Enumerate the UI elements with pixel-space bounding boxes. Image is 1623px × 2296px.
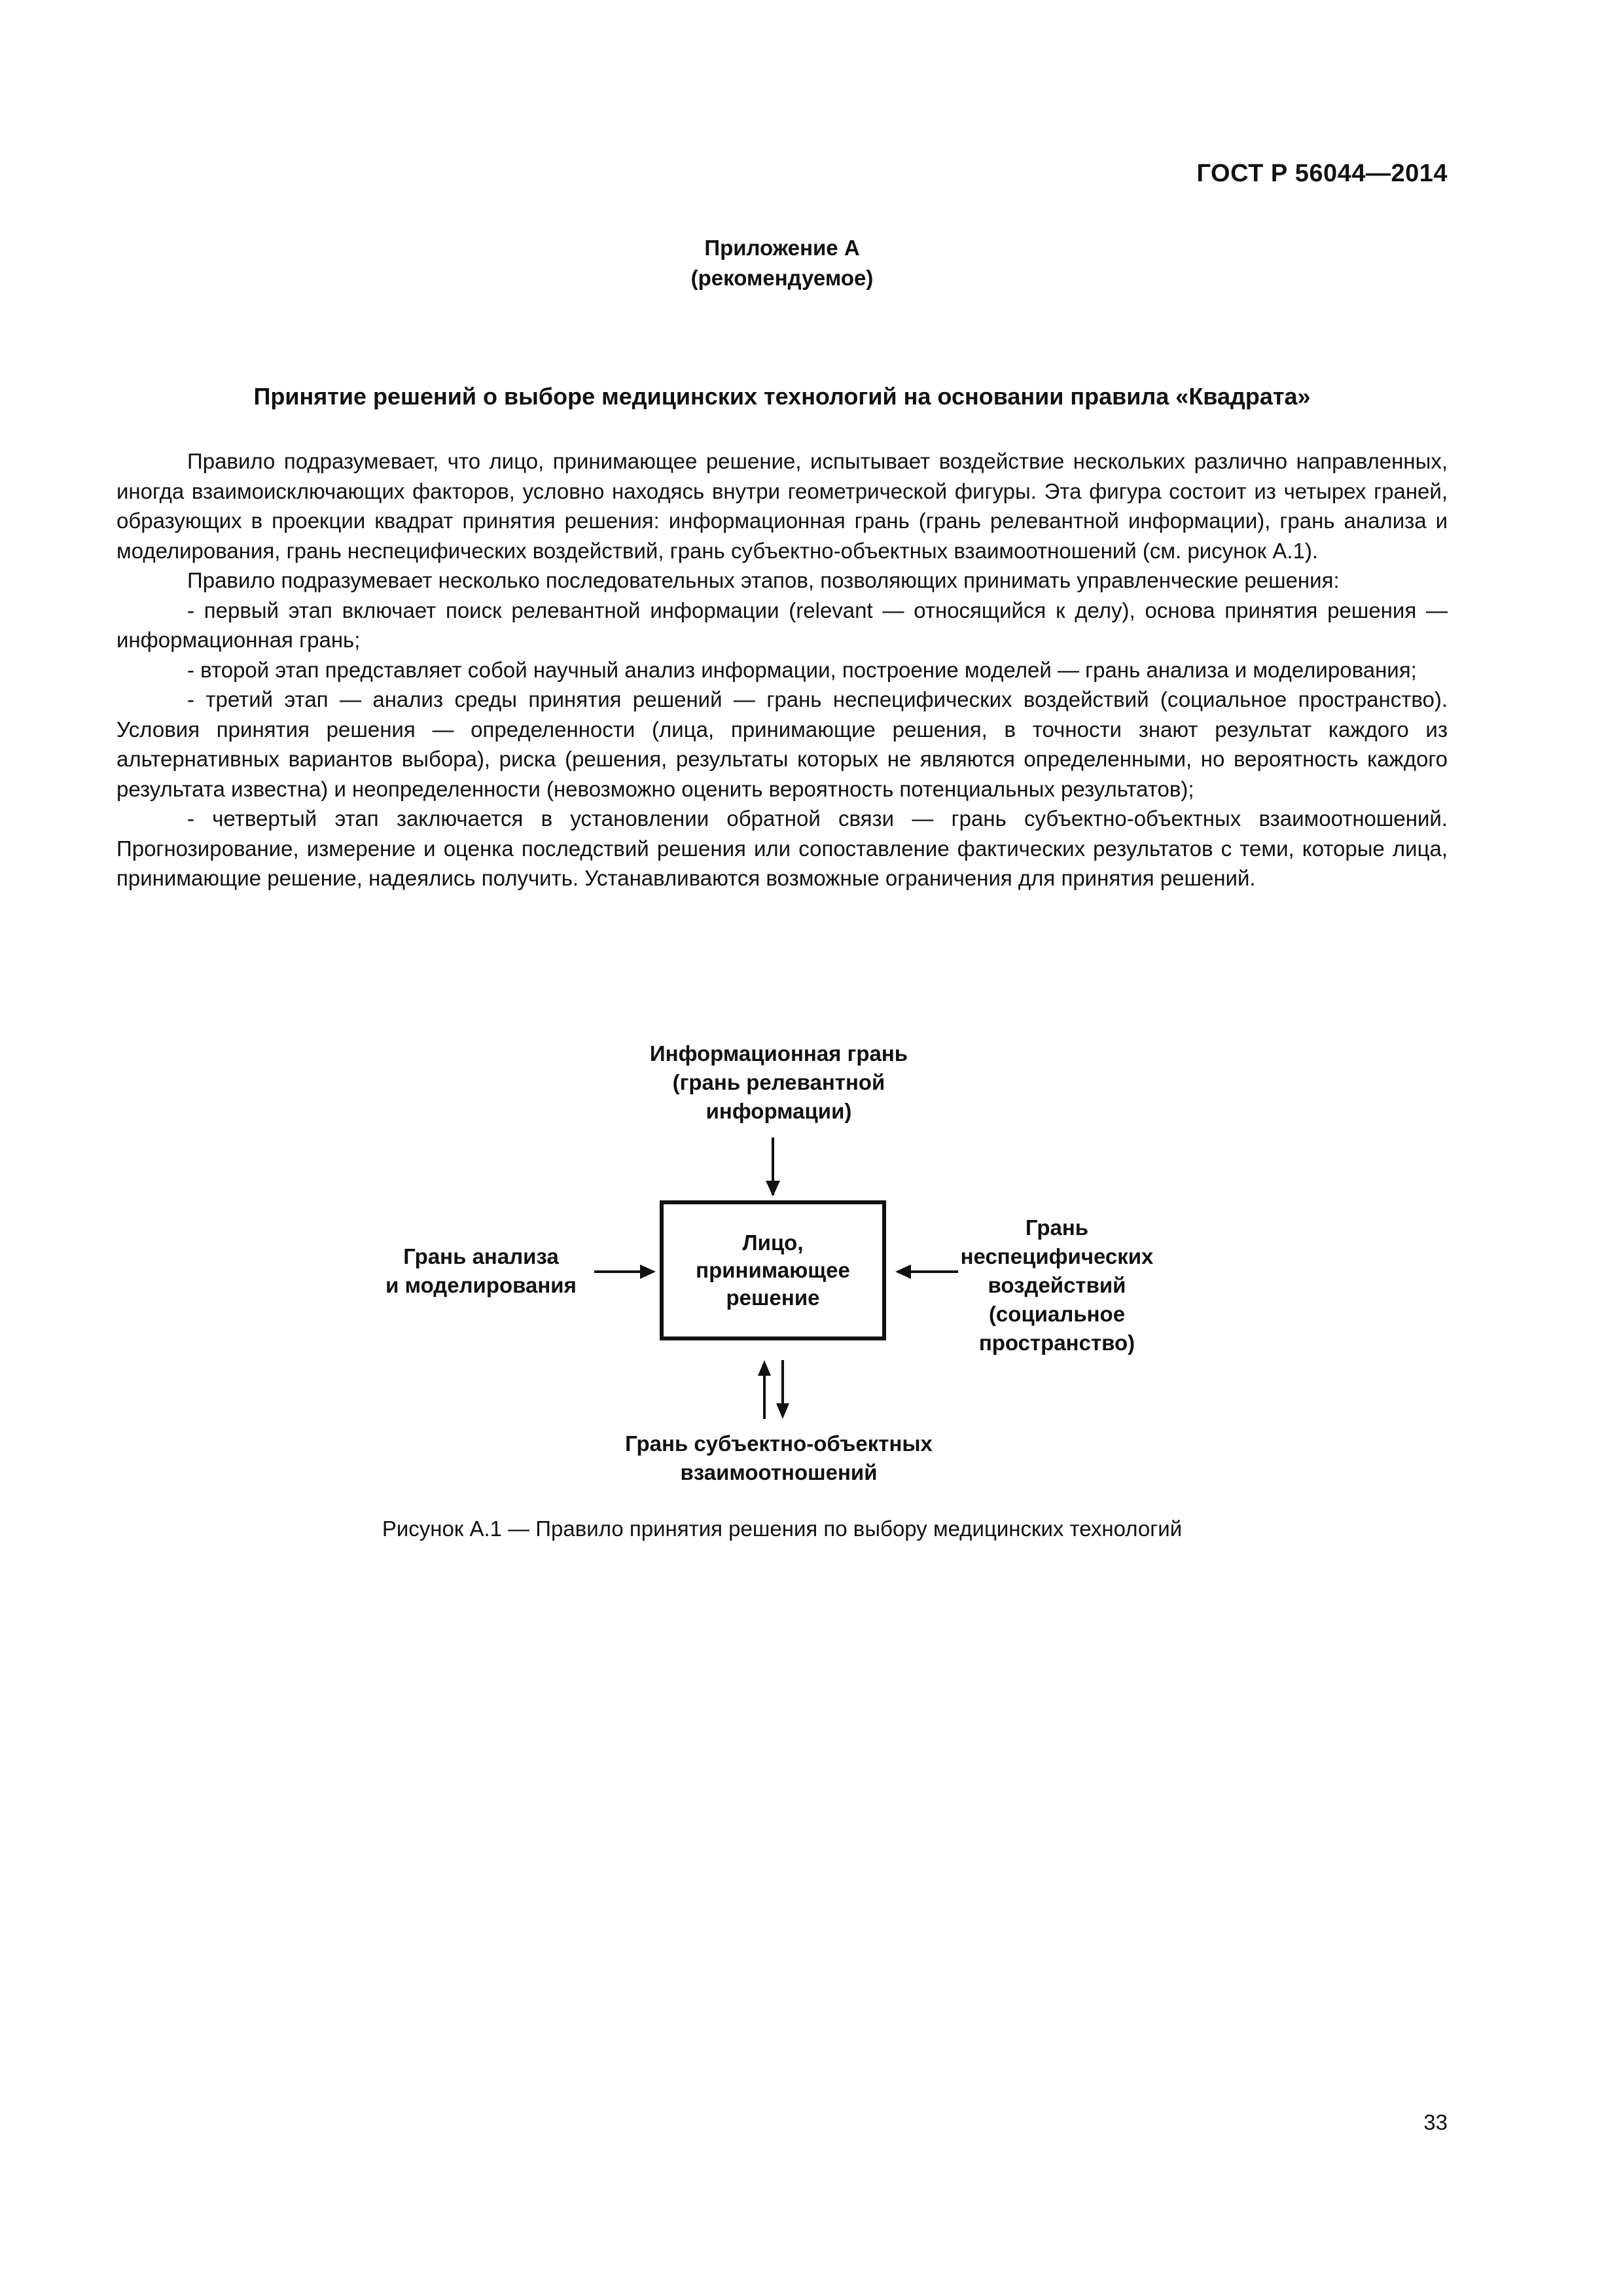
center-label-line: Лицо, (742, 1230, 804, 1255)
page-number: 33 (1423, 2110, 1448, 2134)
paragraph-intro: Правило подразумевает, что лицо, принимающее решение, испытывает воздействие нескольких различно направленных, иногда взаимоисключающих факторов, условно находясь внутри геометрической фигуры. Эта фигура состоит из четырех граней, образующих в проекции квадрат принятия решения: информационная грань (грань релевантной информации), грань анализа и моделирования, грань неспецифических воздействий, грань субъектно-объектных взаимоотношений (см. рисунок А.1). (116, 449, 1448, 563)
bottom-label-line: Грань субъектно-объектных (625, 1431, 933, 1456)
right-label-line: воздействий (988, 1273, 1126, 1297)
arrow-head-left-icon (895, 1265, 911, 1279)
left-label-line: Грань анализа (403, 1244, 559, 1268)
document-code: ГОСТ Р 56044—2014 (1196, 160, 1448, 187)
arrow-head-up-icon (758, 1360, 771, 1376)
diagram-arrows (0, 1039, 1623, 1498)
bottom-label-line: взаимоотношений (680, 1460, 878, 1484)
section-title: Принятие решений о выборе медицинских технологий на основании правила «Квадрата» (253, 383, 1311, 410)
top-label-line: Информационная грань (649, 1041, 908, 1066)
top-label-line: информации) (705, 1099, 852, 1123)
paragraph-stage-4: - четвертый этап заключается в установлении обратной связи — грань субъектно-объектных взаимоотношений. Прогнозирование, измерение и оценка последствий решения или сопоставление фактических результатов с теми, которые лица, принимающие решение, надеялись получить. Устанавливаются возможные ограничения для принятия решений. (116, 806, 1448, 890)
appendix-status: (рекомендуемое) (690, 266, 874, 290)
appendix-label: Приложение А (704, 236, 860, 260)
center-label-line: решение (726, 1285, 820, 1310)
arrow-head-right-icon (640, 1265, 656, 1279)
body-text (116, 446, 1448, 893)
paragraph-stage-1: - первый этап включает поиск релевантной информации (relevant — относящийся к делу), основа принятия решения — информационная грань; (116, 598, 1448, 652)
paragraph-stages: Правило подразумевает несколько последовательных этапов, позволяющих принимать управленческие решения: (187, 568, 1340, 592)
arrow-head-down-icon (766, 1181, 780, 1196)
paragraph-stage-3: - третий этап — анализ среды принятия решений — грань неспецифических воздействий (социальное пространство). Условия принятия решения — определенности (лица, принимающие решения, в точности знают результат каждого из альтернативных вариантов выбора), риска (решения, результаты которых не являются определенными, но вероятность каждого результата известна) и неопределенности (невозможно оценить вероятность потенциальных результатов); (116, 687, 1448, 801)
appendix-heading (0, 233, 1564, 293)
right-label-line: пространство) (978, 1331, 1135, 1355)
paragraph-stage-2: - второй этап представляет собой научный анализ информации, построение моделей — грань анализа и моделирования; (187, 657, 1417, 682)
right-label-line: Грань (1025, 1215, 1089, 1240)
top-label-line: (грань релевантной (672, 1070, 885, 1094)
right-label-line: (социальное (988, 1302, 1126, 1326)
arrow-head-down-feedback-icon (776, 1403, 789, 1419)
center-label-line: принимающее (696, 1258, 850, 1282)
figure-caption: Рисунок А.1 — Правило принятия решения по выбору медицинских технологий (382, 1516, 1183, 1541)
decision-square-diagram (0, 1039, 1623, 1498)
right-label-line: неспецифических (960, 1244, 1154, 1268)
left-label-line: и моделирования (385, 1273, 577, 1297)
